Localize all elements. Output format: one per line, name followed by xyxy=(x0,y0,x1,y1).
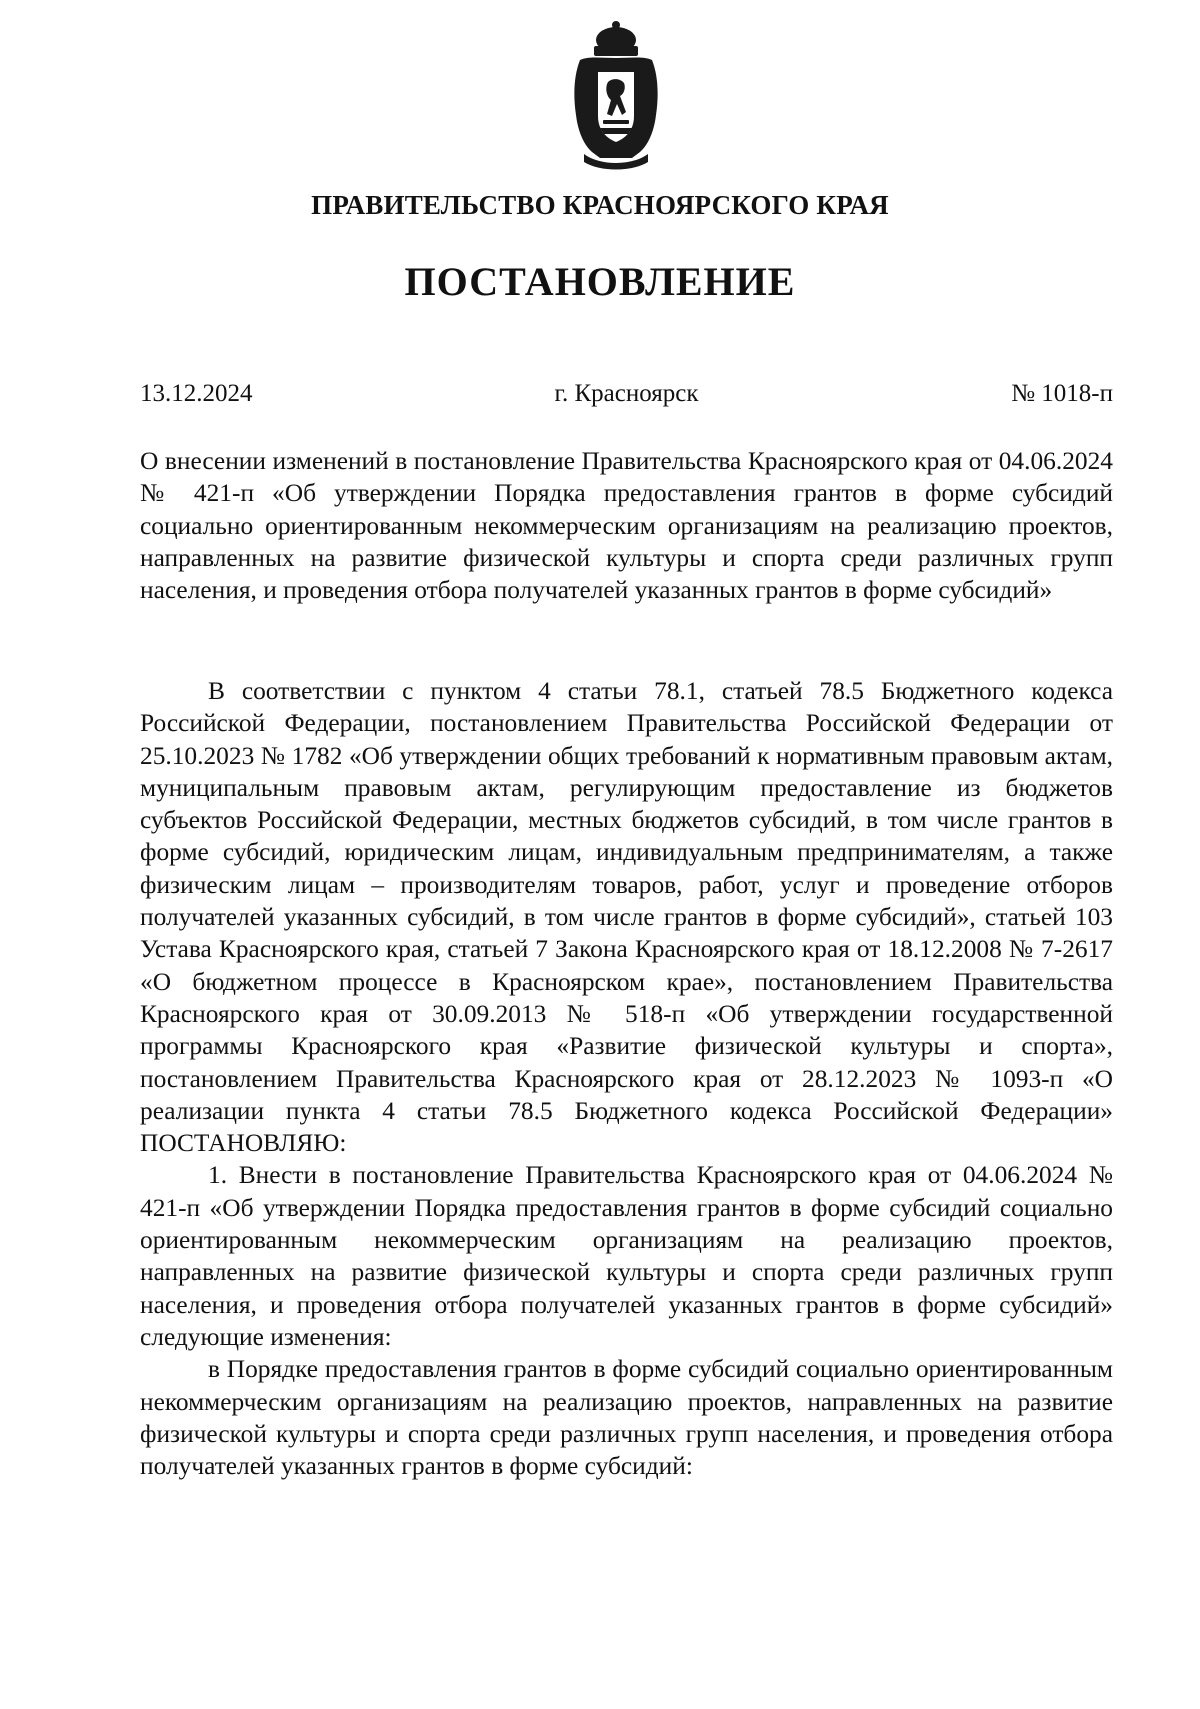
government-title: ПРАВИТЕЛЬСТВО КРАСНОЯРСКОГО КРАЯ xyxy=(311,190,889,220)
document-meta-row xyxy=(140,380,1113,416)
body-item-1-intro-paragraph: в Порядке предоставления грантов в форме субсидий социально ориентированным некоммерческим организациям на реализацию проектов, направленных на развитие физической культуры и спорта среди различных групп населения, и проведения отбора получателей указанных грантов в форме субсидий: xyxy=(140,1355,1113,1481)
body-item-1-paragraph: 1. Внести в постановление Правительства Красноярского края от 04.06.2024 № 421-п «Об утверждении Порядка предоставления грантов в форме субсидий социально ориентированным некоммерческим организациям на реализацию проектов, направленных на развитие физической культуры и спорта среди различных групп населения, и проведения отбора получателей указанных грантов в форме субсидий» следующие изменения: xyxy=(140,1161,1113,1351)
document-body xyxy=(140,675,1113,1482)
document-date: 13.12.2024 xyxy=(140,380,253,407)
document-number: № 1018-п xyxy=(1011,380,1113,407)
body-preamble-paragraph: В соответствии с пунктом 4 статьи 78.1, статьей 78.5 Бюджетного кодекса Российской Федерации, постановлением Правительства Российской Федерации от 25.10.2023 № 1782 «Об утверждении общих требований к нормативным правовым актам, муниципальным правовым актам, регулирующим предоставление из бюджетов субъектов Российской Федерации, местных бюджетов субсидий, в том числе грантов в форме субсидий, юридическим лицам, индивидуальным предпринимателям, а также физическим лицам – производителям товаров, работ, услуг и проведение отборов получателей указанных субсидий, в том числе грантов в форме субсидий», статьей 103 Устава Красноярского края, статьей 7 Закона Красноярского края от 18.12.2008 № 7-2617 «О бюджетном процессе в Красноярском крае», постановлением Правительства Красноярского края от 30.09.2013 № 518-п «Об утверждении государственной программы Красноярского края «Развитие физической культуры и спорта», постановлением Правительства Красноярского края от 28.12.2023 № 1093-п «О реализации пункта 4 статьи 78.5 Бюджетного кодекса Российской Федерации» ПОСТАНОВЛЯЮ: xyxy=(140,677,1113,1158)
document-type-title: ПОСТАНОВЛЕНИЕ xyxy=(404,259,796,304)
coat-of-arms-icon xyxy=(570,20,662,170)
document-city: г. Красноярск xyxy=(554,380,699,407)
document-subject: О внесении изменений в постановление Правительства Красноярского края от 04.06.2024 № 421-п «Об утверждении Порядка предоставления грантов в форме субсидий социально ориентированным некоммерческим организациям на реализацию проектов, направленных на развитие физической культуры и спорта среди различных групп населения, и проведения отбора получателей указанных грантов в форме субсидий» xyxy=(140,447,1113,605)
